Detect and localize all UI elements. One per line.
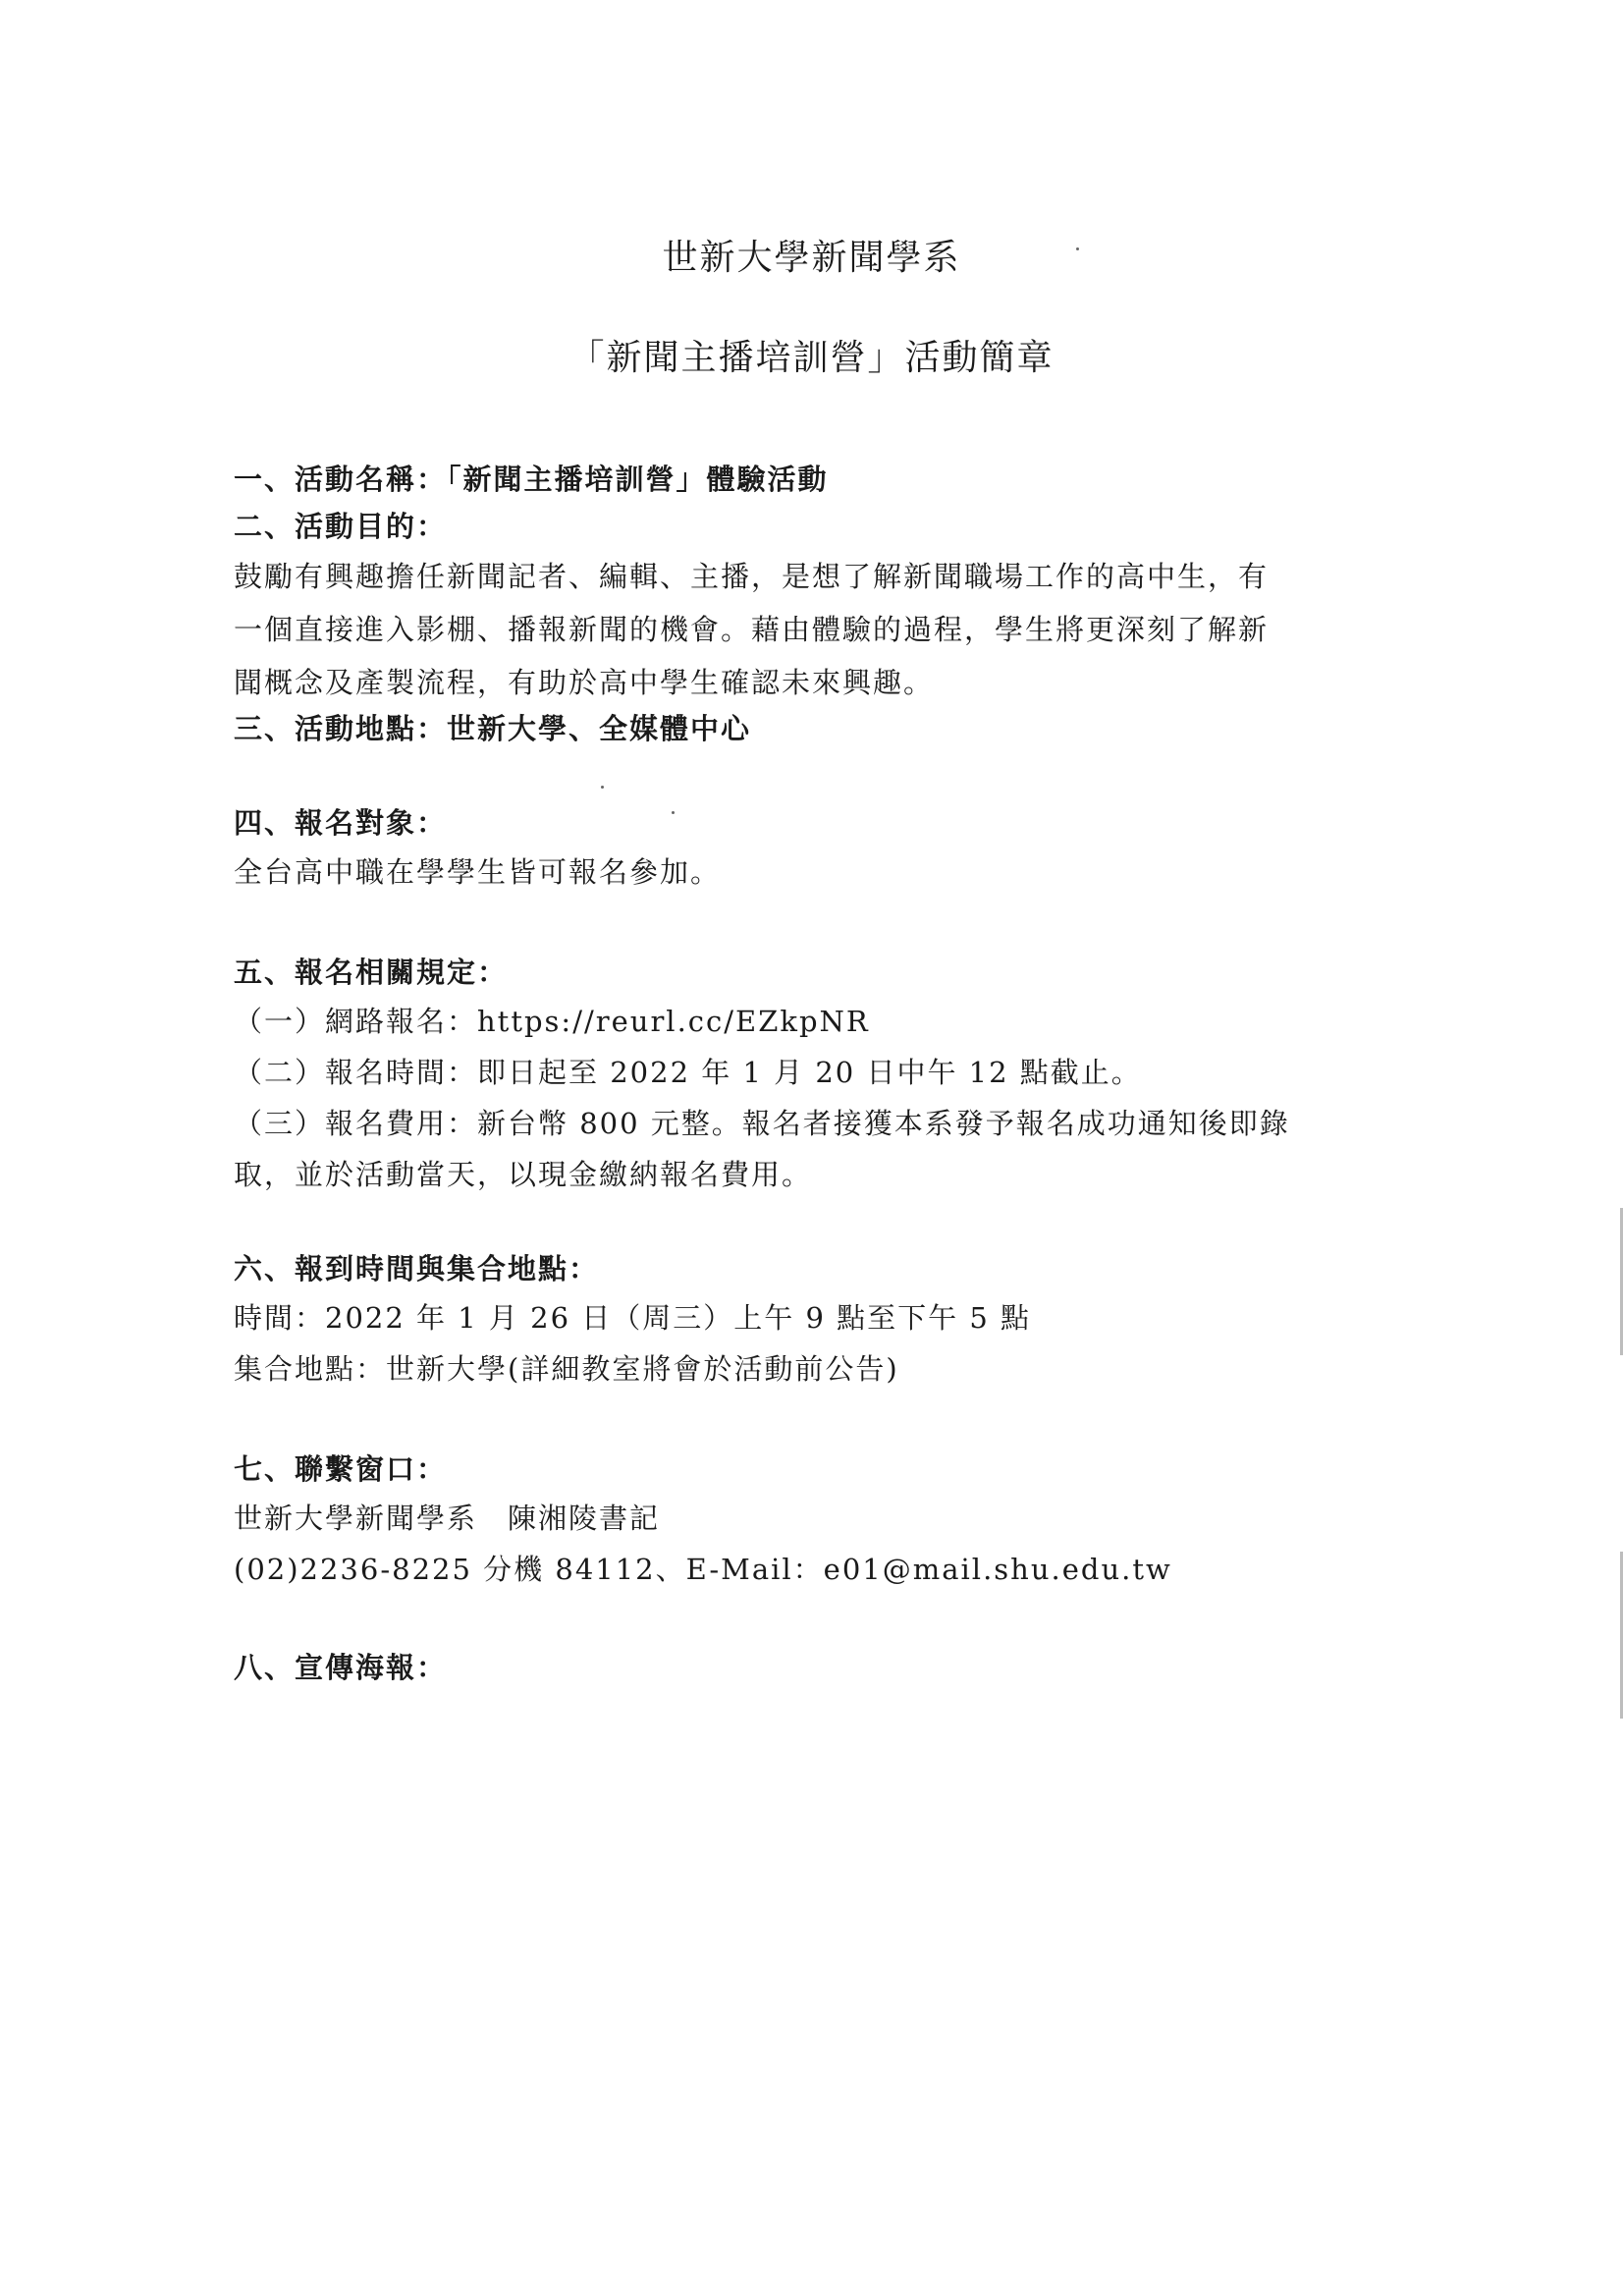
- section-eligibility-heading: 四、報名對象：: [234, 806, 448, 840]
- registration-fee-item-continued: 取，並於活動當天，以現金繳納報名費用。: [234, 1158, 813, 1191]
- checkin-location: 集合地點：世新大學(詳細教室將會於活動前公告): [234, 1352, 899, 1386]
- scan-speck: [1076, 247, 1079, 250]
- document-subtitle: 「新聞主播培訓營」活動簡章: [568, 338, 1055, 378]
- checkin-time: 時間：2022 年 1 月 26 日（周三）上午 9 點至下午 5 點: [234, 1301, 1032, 1335]
- section-registration-heading: 五、報名相關規定：: [234, 956, 509, 989]
- section-poster-heading: 八、宣傳海報：: [234, 1651, 448, 1684]
- purpose-text-line: 一個直接進入影棚、播報新聞的機會。藉由體驗的過程，學生將更深刻了解新: [234, 613, 1270, 646]
- section-location: 三、活動地點：世新大學、全媒體中心: [234, 712, 752, 745]
- registration-fee-item: （三）報名費用：新台幣 800 元整。報名者接獲本系發予報名成功通知後即錄: [234, 1107, 1290, 1140]
- section-purpose-heading: 二、活動目的：: [234, 510, 448, 543]
- eligibility-text: 全台高中職在學學生皆可報名參加。: [234, 855, 722, 889]
- registration-deadline-item: （二）報名時間：即日起至 2022 年 1 月 20 日中午 12 點截止。: [234, 1056, 1142, 1089]
- scan-speck: [601, 786, 604, 789]
- section-contact-heading: 七、聯繫窗口：: [234, 1452, 448, 1486]
- purpose-text-line: 聞概念及產製流程，有助於高中學生確認未來興趣。: [234, 666, 935, 699]
- contact-phone-email: (02)2236-8225 分機 84112、E-Mail：e01@mail.shu.edu.tw: [234, 1553, 1172, 1586]
- purpose-text-line: 鼓勵有興趣擔任新聞記者、編輯、主播，是想了解新聞職場工作的高中生，有: [234, 560, 1270, 593]
- section-activity-name: 一、活動名稱：「新聞主播培訓營」體驗活動: [234, 463, 829, 496]
- section-checkin-heading: 六、報到時間與集合地點：: [234, 1252, 600, 1285]
- scan-speck: [672, 811, 675, 814]
- contact-name: 世新大學新聞學系 陳湘陵書記: [234, 1502, 661, 1535]
- registration-online-item: （一）網路報名：https://reurl.cc/EZkpNR: [234, 1005, 870, 1038]
- document-title: 世新大學新聞學系: [662, 238, 961, 278]
